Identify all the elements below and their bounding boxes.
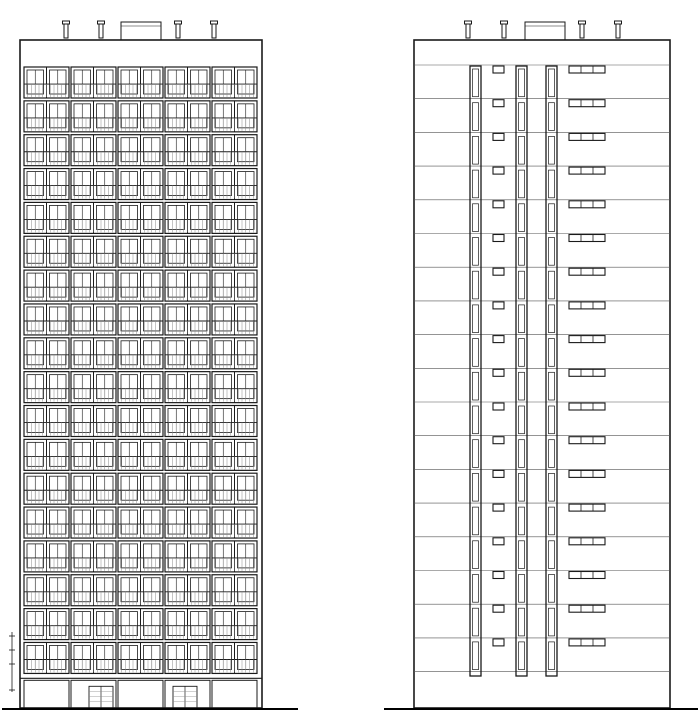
- balcony-bay: [118, 101, 163, 132]
- small-window: [493, 538, 504, 545]
- triple-window: [569, 403, 605, 410]
- balcony-bay: [71, 507, 116, 538]
- window-column-pane: [519, 406, 525, 434]
- balcony-bay: [118, 135, 163, 166]
- balcony-bay: [212, 270, 257, 301]
- balcony-bay: [212, 304, 257, 335]
- window-column-pane: [519, 170, 525, 198]
- triple-window-frame: [569, 235, 605, 242]
- window-column-pane: [549, 69, 555, 97]
- balcony-bay: [118, 642, 163, 673]
- rooftop-vent-cap: [615, 21, 622, 24]
- triple-window-frame: [569, 470, 605, 477]
- triple-window: [569, 268, 605, 275]
- balcony-bay: [165, 609, 210, 640]
- balcony-bay: [71, 372, 116, 403]
- triple-window: [569, 201, 605, 208]
- triple-window: [569, 167, 605, 174]
- small-window: [493, 268, 504, 275]
- balcony-bay: [212, 372, 257, 403]
- balcony-bay: [71, 236, 116, 267]
- triple-window-frame: [569, 538, 605, 545]
- balcony-bay: [212, 507, 257, 538]
- triple-window: [569, 437, 605, 444]
- rooftop-vent: [502, 24, 506, 38]
- triple-window-frame: [569, 133, 605, 140]
- rooftop-vent: [64, 24, 68, 38]
- balcony-bay: [212, 575, 257, 606]
- balcony-bay: [71, 169, 116, 200]
- triple-window-frame: [569, 639, 605, 646]
- balcony-bay: [165, 304, 210, 335]
- window-column-pane: [473, 642, 479, 670]
- balcony-bay: [165, 507, 210, 538]
- small-window: [493, 235, 504, 242]
- balcony-bay: [212, 135, 257, 166]
- balcony-bay: [165, 406, 210, 437]
- balcony-bay: [24, 406, 69, 437]
- window-column-pane: [473, 575, 479, 603]
- rooftop-vent: [176, 24, 180, 38]
- small-window: [493, 167, 504, 174]
- triple-window: [569, 369, 605, 376]
- window-column-frame: [516, 66, 527, 676]
- ground-floor-panel: [71, 680, 116, 708]
- balcony-bay: [118, 575, 163, 606]
- balcony-bay: [71, 304, 116, 335]
- window-column-pane: [519, 271, 525, 299]
- rooftop-vent-cap: [98, 21, 105, 24]
- balcony-bay: [212, 439, 257, 470]
- rooftop-vent: [616, 24, 620, 38]
- small-window: [493, 437, 504, 444]
- balcony-bay: [71, 473, 116, 504]
- window-column-pane: [519, 339, 525, 367]
- balcony-bay: [71, 67, 116, 98]
- balcony-bay: [165, 135, 210, 166]
- triple-window-frame: [569, 167, 605, 174]
- triple-window: [569, 470, 605, 477]
- window-column-pane: [473, 541, 479, 569]
- triple-window-frame: [569, 201, 605, 208]
- rooftop-vent: [466, 24, 470, 38]
- balcony-bay: [212, 202, 257, 233]
- window-column-pane: [519, 507, 525, 535]
- balcony-bay: [71, 406, 116, 437]
- small-window: [493, 369, 504, 376]
- triple-window: [569, 336, 605, 343]
- balcony-bay: [118, 236, 163, 267]
- window-column: [516, 66, 527, 676]
- balcony-bay: [212, 101, 257, 132]
- building-outline: [414, 40, 670, 708]
- window-column-pane: [473, 204, 479, 232]
- balcony-bay: [24, 541, 69, 572]
- balcony-bay: [118, 372, 163, 403]
- balcony-bay: [71, 575, 116, 606]
- window-column-pane: [519, 372, 525, 400]
- window-column-frame: [470, 66, 481, 676]
- triple-window: [569, 100, 605, 107]
- window-column: [546, 66, 557, 676]
- balcony-bay: [165, 473, 210, 504]
- window-column-pane: [549, 642, 555, 670]
- balcony-bay: [118, 541, 163, 572]
- window-column-pane: [473, 305, 479, 333]
- window-column-pane: [519, 238, 525, 266]
- rooftop-vent-cap: [175, 21, 182, 24]
- window-column-pane: [473, 473, 479, 501]
- window-column-pane: [549, 608, 555, 636]
- entrance-door: [173, 686, 197, 708]
- balcony-bay: [212, 473, 257, 504]
- window-column-pane: [519, 642, 525, 670]
- balcony-bay: [118, 304, 163, 335]
- balcony-bay: [165, 169, 210, 200]
- balcony-bay: [212, 67, 257, 98]
- window-column-pane: [473, 406, 479, 434]
- balcony-bay: [24, 202, 69, 233]
- small-window: [493, 605, 504, 612]
- window-column-pane: [519, 575, 525, 603]
- balcony-bay: [165, 270, 210, 301]
- window-column-pane: [519, 305, 525, 333]
- window-column-pane: [473, 507, 479, 535]
- ground-floor-panel: [118, 680, 163, 708]
- roof-structure: [121, 22, 161, 40]
- window-column-pane: [519, 608, 525, 636]
- window-column-pane: [473, 170, 479, 198]
- triple-window: [569, 133, 605, 140]
- triple-window-frame: [569, 336, 605, 343]
- window-column-pane: [549, 136, 555, 164]
- balcony-bay: [71, 135, 116, 166]
- balcony-bay: [118, 270, 163, 301]
- window-column-pane: [519, 440, 525, 468]
- window-column-frame: [546, 66, 557, 676]
- triple-window: [569, 605, 605, 612]
- balcony-bay: [165, 67, 210, 98]
- balcony-bay: [118, 507, 163, 538]
- window-column-pane: [549, 103, 555, 131]
- roof-structure: [525, 22, 565, 40]
- side-elevation: [414, 21, 670, 708]
- small-window: [493, 100, 504, 107]
- small-window: [493, 336, 504, 343]
- window-column-pane: [473, 372, 479, 400]
- window-column-pane: [473, 103, 479, 131]
- balcony-bay: [165, 575, 210, 606]
- balcony-bay: [212, 406, 257, 437]
- triple-window-frame: [569, 302, 605, 309]
- window-column-pane: [549, 541, 555, 569]
- small-window: [493, 133, 504, 140]
- balcony-bay: [24, 473, 69, 504]
- triple-window-frame: [569, 605, 605, 612]
- triple-window: [569, 235, 605, 242]
- balcony-bay: [24, 575, 69, 606]
- rooftop-vent-cap: [63, 21, 70, 24]
- window-column-pane: [549, 339, 555, 367]
- rooftop-vent: [580, 24, 584, 38]
- window-column-pane: [549, 271, 555, 299]
- triple-window: [569, 639, 605, 646]
- front-elevation: [9, 21, 262, 708]
- window-column-pane: [519, 69, 525, 97]
- small-window: [493, 201, 504, 208]
- window-column-pane: [519, 204, 525, 232]
- balcony-bay: [165, 101, 210, 132]
- rooftop-vent: [212, 24, 216, 38]
- window-column-pane: [473, 440, 479, 468]
- balcony-bay: [71, 439, 116, 470]
- small-window: [493, 639, 504, 646]
- triple-window-frame: [569, 572, 605, 579]
- balcony-bay: [71, 609, 116, 640]
- balcony-bay: [212, 169, 257, 200]
- window-column-pane: [549, 204, 555, 232]
- balcony-bay: [118, 406, 163, 437]
- window-column-pane: [549, 507, 555, 535]
- window-column-pane: [473, 271, 479, 299]
- balcony-bay: [212, 609, 257, 640]
- window-column-pane: [519, 103, 525, 131]
- window-column-pane: [473, 69, 479, 97]
- balcony-bay: [24, 135, 69, 166]
- window-column-pane: [549, 575, 555, 603]
- entrance-door: [89, 686, 113, 708]
- window-column-pane: [519, 473, 525, 501]
- balcony-bay: [165, 372, 210, 403]
- small-window: [493, 470, 504, 477]
- window-column-pane: [549, 406, 555, 434]
- triple-window-frame: [569, 268, 605, 275]
- triple-window-frame: [569, 437, 605, 444]
- balcony-bay: [24, 609, 69, 640]
- balcony-bay: [71, 541, 116, 572]
- balcony-bay: [71, 270, 116, 301]
- triple-window: [569, 302, 605, 309]
- small-window: [493, 403, 504, 410]
- window-column-pane: [519, 541, 525, 569]
- window-column-pane: [473, 238, 479, 266]
- balcony-bay: [165, 439, 210, 470]
- window-column-pane: [549, 473, 555, 501]
- balcony-bay: [24, 439, 69, 470]
- balcony-bay: [24, 270, 69, 301]
- balcony-bay: [118, 169, 163, 200]
- triple-window-frame: [569, 403, 605, 410]
- small-window: [493, 302, 504, 309]
- balcony-bay: [212, 236, 257, 267]
- triple-window: [569, 538, 605, 545]
- triple-window-frame: [569, 369, 605, 376]
- balcony-bay: [24, 507, 69, 538]
- small-window: [493, 66, 504, 73]
- window-column-pane: [519, 136, 525, 164]
- balcony-bay: [212, 642, 257, 673]
- triple-window-frame: [569, 66, 605, 73]
- small-window: [493, 572, 504, 579]
- small-window: [493, 504, 504, 511]
- window-column: [470, 66, 481, 676]
- rooftop-vent: [99, 24, 103, 38]
- ground-floor-panel: [24, 680, 69, 708]
- ground-floor-panel: [165, 680, 210, 708]
- balcony-bay: [118, 609, 163, 640]
- window-column-pane: [549, 440, 555, 468]
- window-column-pane: [473, 339, 479, 367]
- balcony-bay: [24, 304, 69, 335]
- balcony-bay: [165, 202, 210, 233]
- balcony-bay: [24, 236, 69, 267]
- balcony-bay: [212, 338, 257, 369]
- balcony-bay: [118, 473, 163, 504]
- balcony-bay: [165, 541, 210, 572]
- balcony-bay: [118, 338, 163, 369]
- balcony-bay: [71, 338, 116, 369]
- balcony-bay: [165, 642, 210, 673]
- balcony-bay: [24, 101, 69, 132]
- balcony-bay: [24, 169, 69, 200]
- balcony-bay: [71, 101, 116, 132]
- triple-window: [569, 572, 605, 579]
- window-column-pane: [473, 608, 479, 636]
- balcony-bay: [71, 642, 116, 673]
- triple-window-frame: [569, 100, 605, 107]
- balcony-bay: [118, 439, 163, 470]
- triple-window-frame: [569, 504, 605, 511]
- balcony-bay: [165, 338, 210, 369]
- balcony-bay: [212, 541, 257, 572]
- window-column-pane: [549, 372, 555, 400]
- balcony-bay: [24, 67, 69, 98]
- rooftop-vent-cap: [211, 21, 218, 24]
- balcony-bay: [24, 372, 69, 403]
- window-column-pane: [549, 170, 555, 198]
- rooftop-vent-cap: [501, 21, 508, 24]
- window-column-pane: [549, 238, 555, 266]
- ground-floor-panel: [212, 680, 257, 708]
- rooftop-vent-cap: [579, 21, 586, 24]
- rooftop-vent-cap: [465, 21, 472, 24]
- level-marker: [9, 632, 15, 692]
- balcony-bay: [118, 67, 163, 98]
- balcony-bay: [165, 236, 210, 267]
- window-column-pane: [549, 305, 555, 333]
- balcony-bay: [24, 642, 69, 673]
- window-column-pane: [473, 136, 479, 164]
- triple-window: [569, 504, 605, 511]
- triple-window: [569, 66, 605, 73]
- balcony-bay: [24, 338, 69, 369]
- balcony-bay: [118, 202, 163, 233]
- balcony-bay: [71, 202, 116, 233]
